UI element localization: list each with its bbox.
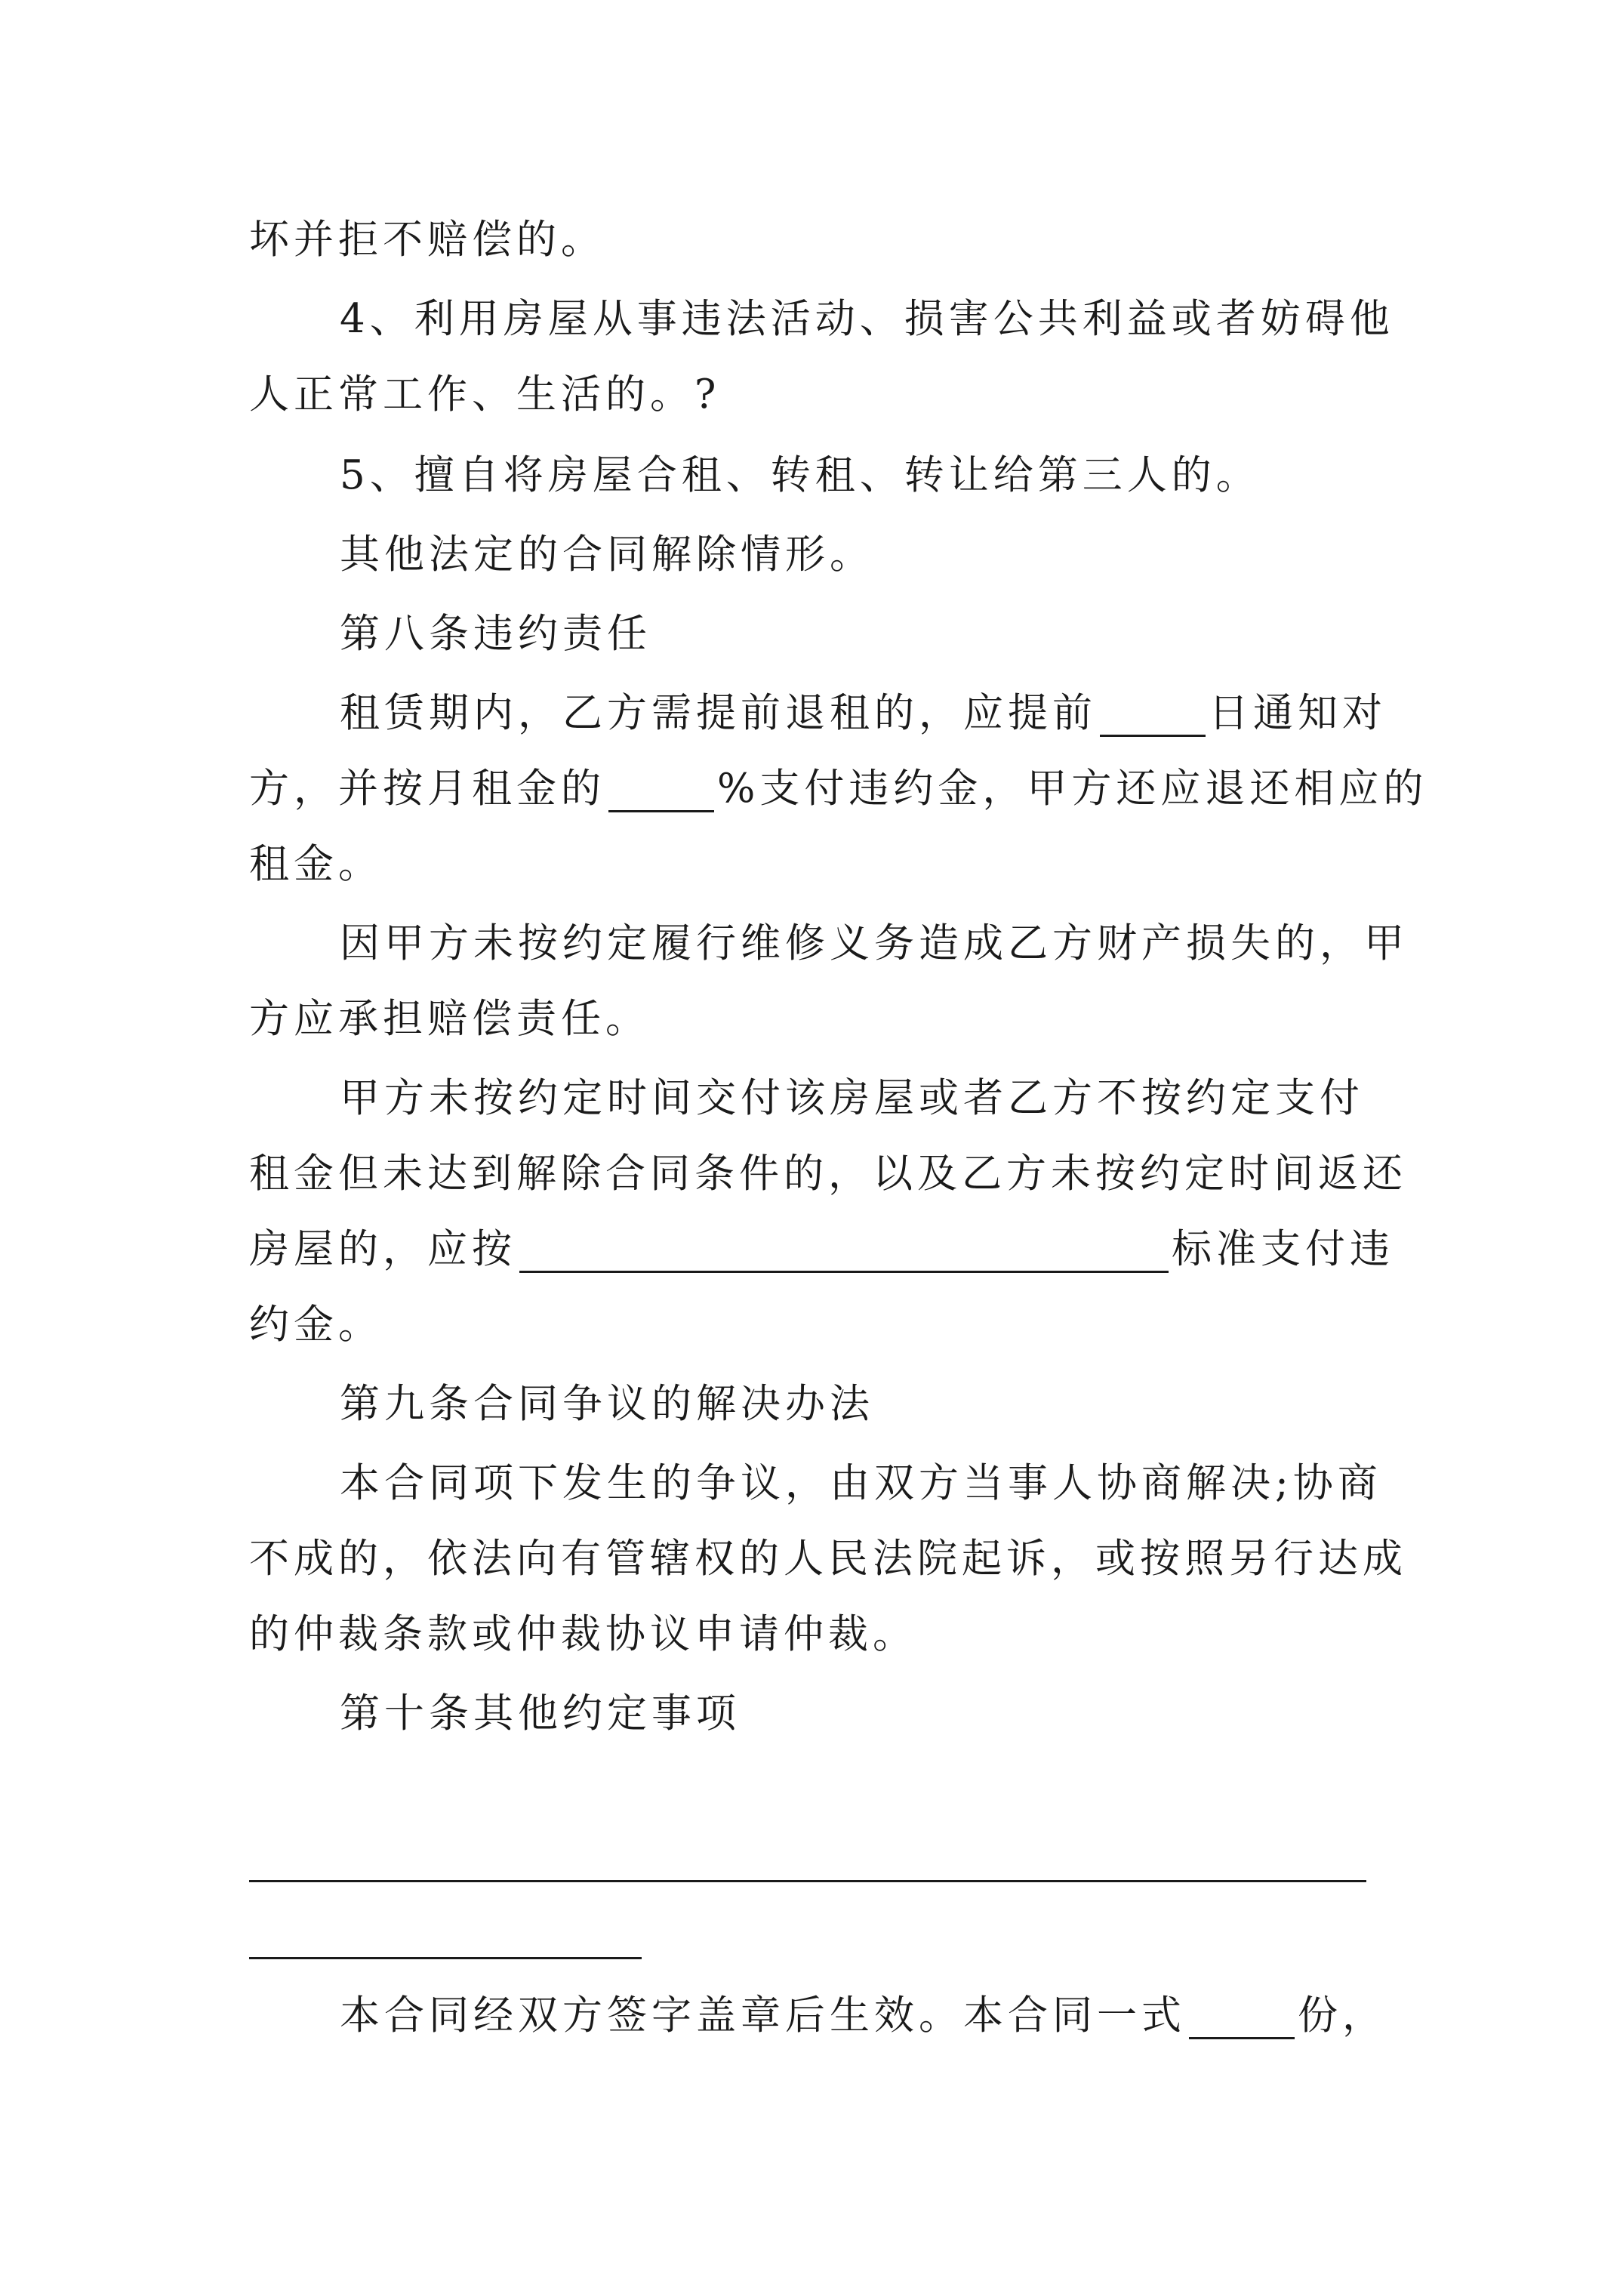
article-8-para-3-line-1: 甲方未按约定时间交付该房屋或者乙方不按约定支付 (340, 1075, 1364, 1121)
article-8-heading: 第八条违约责任 (340, 611, 651, 657)
paragraph-line: 坏并拒不赔偿的。 (249, 217, 605, 263)
line-text: 房屋的，应按 (249, 1226, 516, 1272)
fill-in-line[interactable] (249, 1880, 1366, 1882)
article-8-para-2-line-1: 因甲方未按约定履行维修义务造成乙方财产损失的，甲 (340, 920, 1409, 966)
fill-in-line[interactable] (249, 1957, 642, 1959)
line-text: 日通知对 (1209, 690, 1387, 736)
article-9-para-line-2: 不成的，依法向有管辖权的人民法院起诉，或按照另行达成 (249, 1536, 1407, 1582)
article-8-para-3-line-2: 租金但未达到解除合同条件的，以及乙方未按约定时间返还 (249, 1151, 1407, 1197)
closing-line (340, 1978, 1472, 2054)
line-text: 租赁期内，乙方需提前退租的，应提前 (340, 690, 1097, 736)
article-8-para-2-line-2: 方应承担赔偿责任。 (249, 996, 650, 1042)
article-10-heading: 第十条其他约定事项 (340, 1690, 741, 1737)
clause-5: 5、擅自将房屋合租、转租、转让给第三人的。 (340, 452, 1261, 498)
article-9-para-line-3: 的仲裁条款或仲裁协议申请仲裁。 (249, 1611, 917, 1657)
line-text: %支付违约金，甲方还应退还相应的 (717, 766, 1428, 812)
article-8-para-3-line-3 (249, 1212, 1394, 1287)
line-text: 方，并按月租金的 (249, 766, 605, 812)
article-8-para-1-line-2 (249, 751, 1428, 827)
fill-in-blank[interactable] (1100, 689, 1206, 737)
fill-in-blank[interactable] (519, 1225, 1169, 1273)
line-text: 本合同经双方签字盖章后生效。本合同一式 (340, 1992, 1186, 2039)
article-8-para-1-line-1 (340, 676, 1472, 751)
fill-in-blank[interactable] (1189, 1992, 1295, 2039)
clause-4-line-2: 人正常工作、生活的。? (249, 371, 721, 418)
article-9-heading: 第九条合同争议的解决办法 (340, 1381, 874, 1427)
line-text: 标准支付违 (1172, 1226, 1394, 1272)
other-termination: 其他法定的合同解除情形。 (340, 532, 874, 578)
article-9-para-line-1: 本合同项下发生的争议，由双方当事人协商解决;协商 (340, 1460, 1382, 1506)
fill-in-blank[interactable] (608, 765, 714, 812)
line-text: 份， (1298, 1992, 1387, 2039)
clause-4-line-1: 4、利用房屋从事违法活动、损害公共利益或者妨碍他 (340, 296, 1394, 342)
article-8-para-3-line-4: 约金。 (249, 1302, 383, 1348)
article-8-para-1-line-3: 租金。 (249, 841, 383, 887)
